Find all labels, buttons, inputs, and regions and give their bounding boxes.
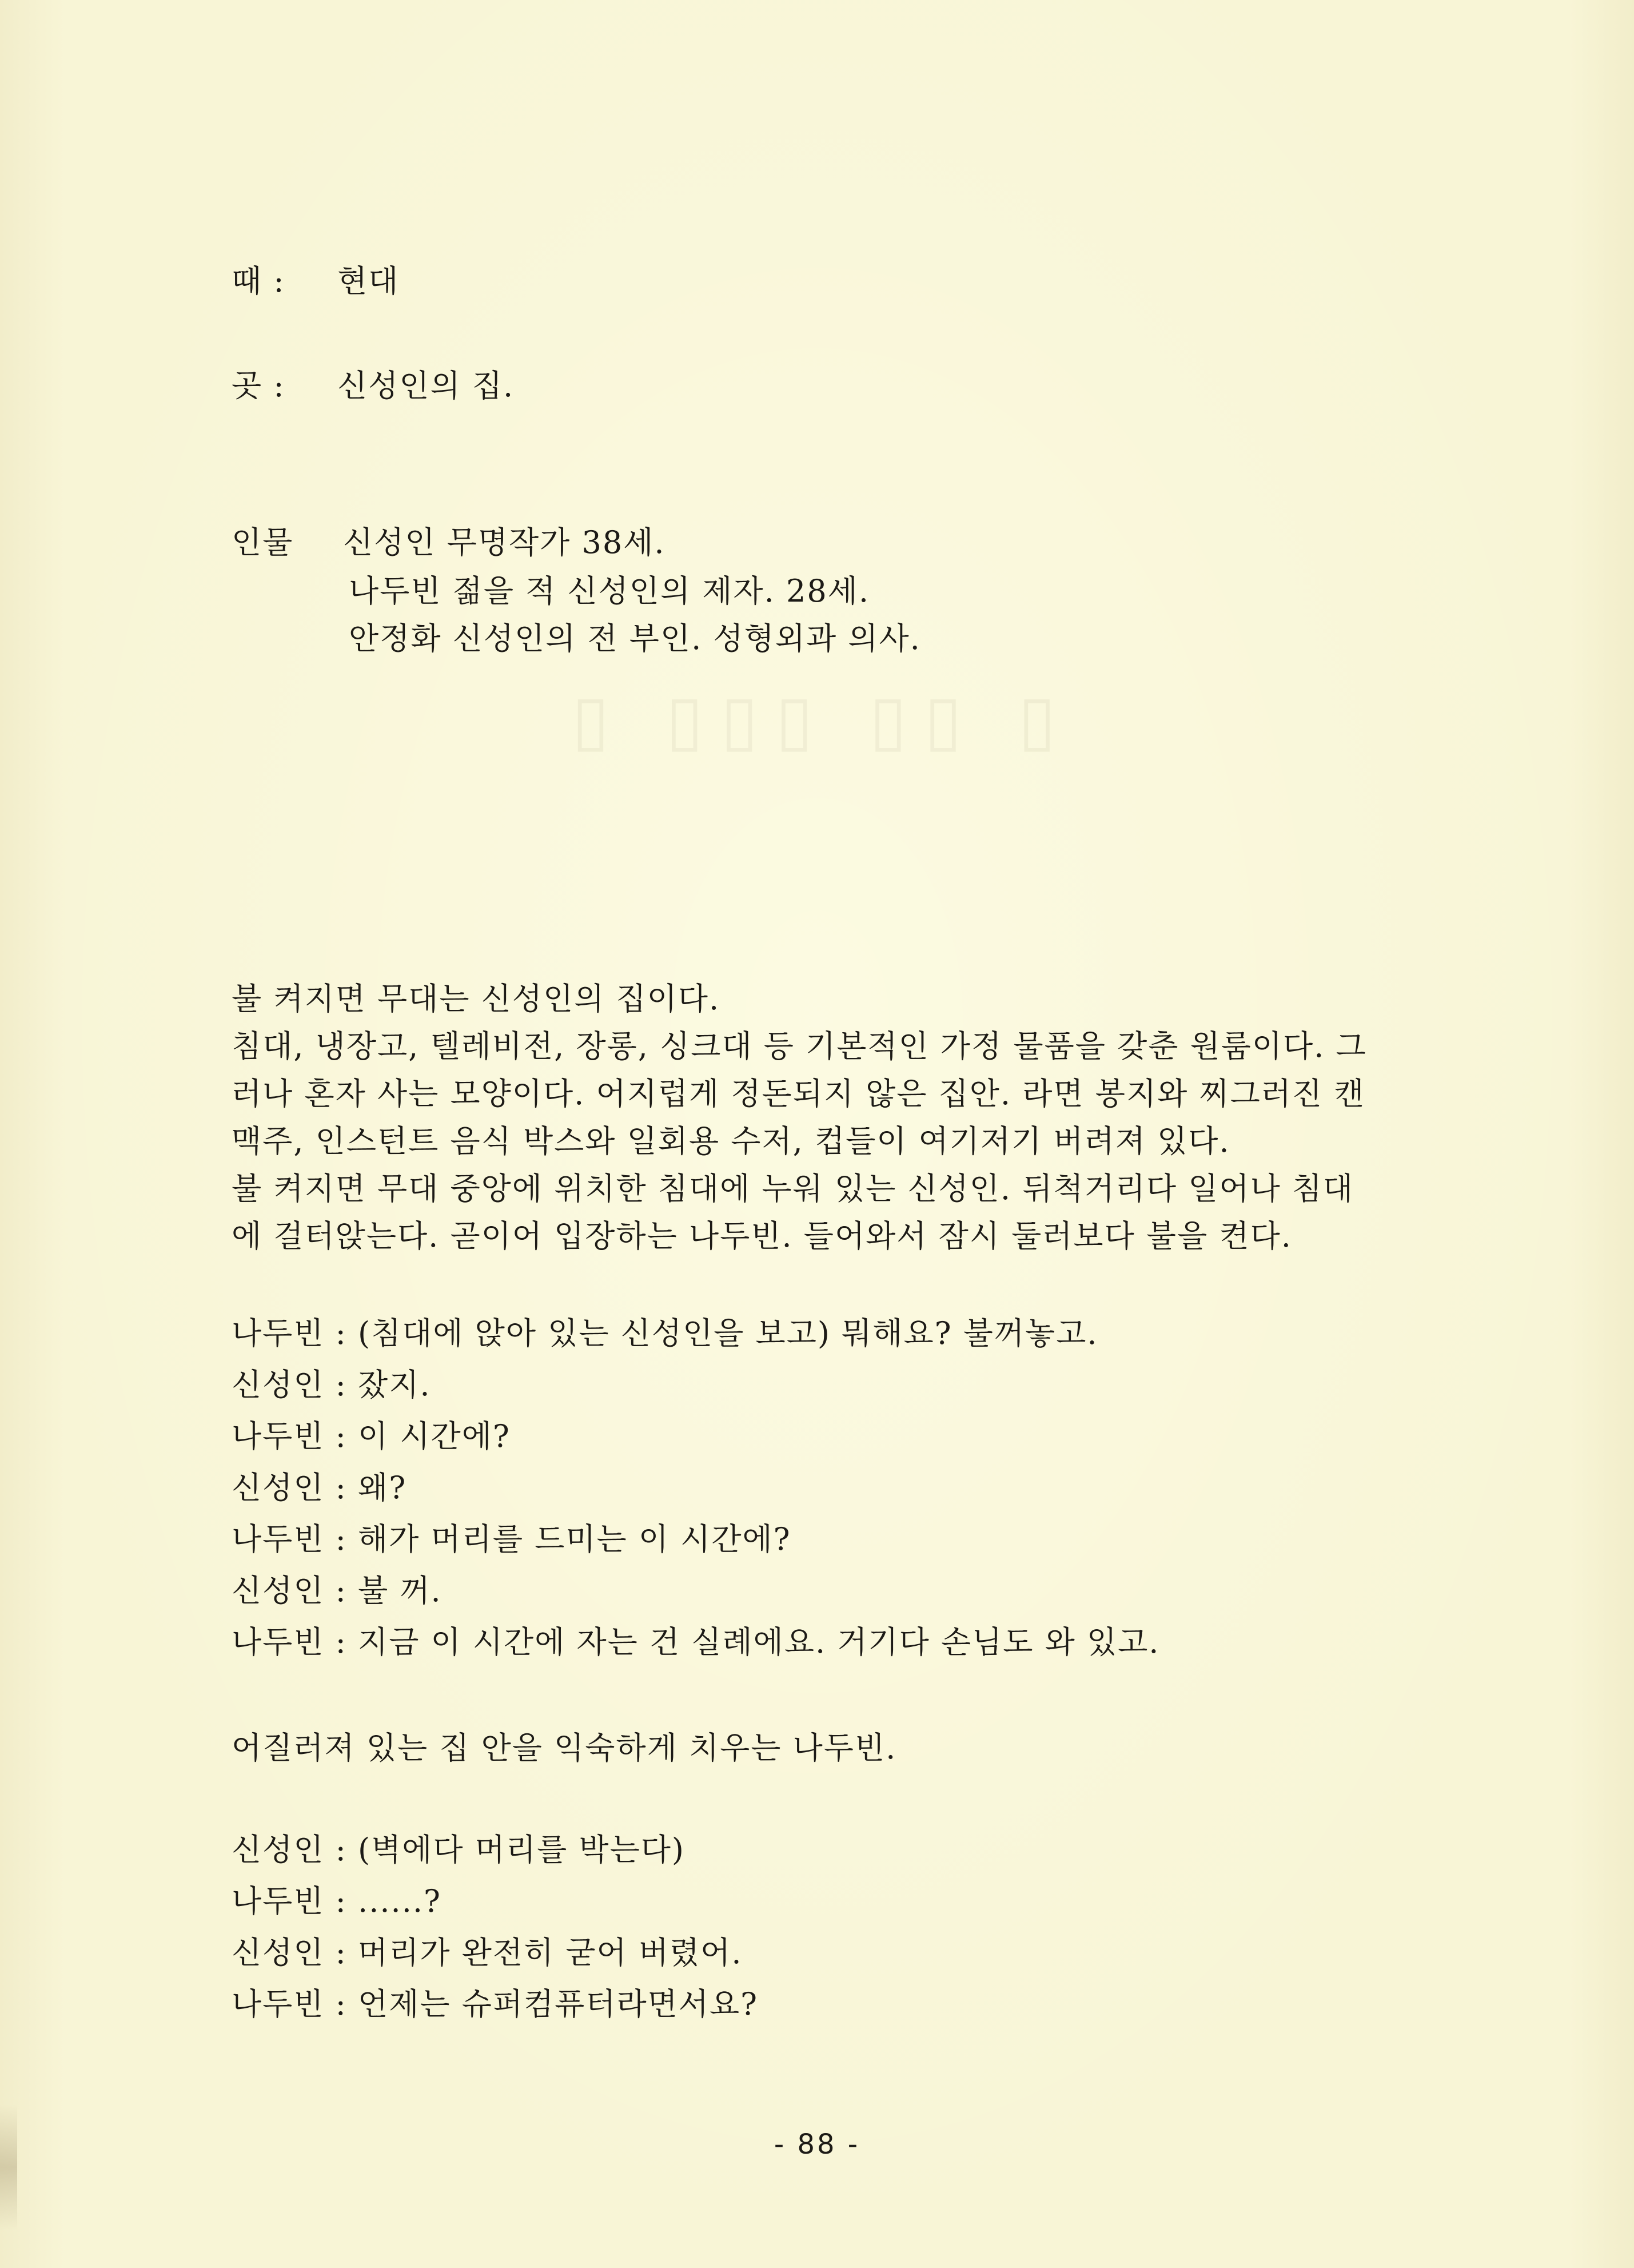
dialogue-text: ......?: [358, 1883, 441, 1919]
speaker-name: 신성인: [232, 1832, 325, 1868]
dialogue-line: [232, 1624, 1160, 1660]
dialogue-line: [232, 1986, 759, 2022]
stage-direction-line: 불 켜지면 무대는 신성인의 집이다.: [232, 981, 720, 1017]
speaker-separator: :: [324, 1521, 358, 1557]
time-label: 때 :: [232, 263, 285, 299]
characters-line-3: [349, 620, 921, 656]
time-line: [232, 263, 400, 299]
stage-direction-line: 러나 혼자 사는 모양이다. 어지럽게 정돈되지 않은 집안. 라면 봉지와 찌그러진 캔: [232, 1076, 1365, 1112]
stage-direction-line: 불 켜지면 무대 중앙에 위치한 침대에 누워 있는 신성인. 뒤척거리다 일어나 침대: [232, 1171, 1354, 1207]
dialogue-text: 이 시간에?: [358, 1418, 511, 1454]
stage-direction-line: 어질러져 있는 집 안을 익숙하게 치우는 나두빈.: [232, 1730, 897, 1766]
dialogue-text: (벽에다 머리를 박는다): [358, 1832, 685, 1868]
page-number: - 88 -: [774, 2128, 860, 2160]
place-label: 곳 :: [232, 368, 285, 404]
speaker-separator: :: [324, 1470, 358, 1506]
place-value: 신성인의 집.: [337, 368, 515, 404]
dialogue-line: [232, 1315, 1098, 1351]
dialogue-text: (침대에 앉아 있는 신성인을 보고) 뭐해요? 불꺼놓고.: [358, 1315, 1098, 1351]
speaker-separator: :: [324, 1986, 358, 2022]
dialogue-text: 해가 머리를 드미는 이 시간에?: [358, 1521, 791, 1557]
speaker-name: 신성인: [232, 1367, 325, 1403]
stage-direction-line: 맥주, 인스턴트 음식 박스와 일회용 수저, 컵들이 여기저기 버려져 있다.: [232, 1123, 1230, 1159]
dialogue-line: [232, 1935, 743, 1971]
dialogue-line: [232, 1883, 441, 1919]
characters-line-1: [232, 524, 665, 560]
characters-line-2: [349, 573, 870, 609]
stage-direction-line: 에 걸터앉는다. 곧이어 입장하는 나두빈. 들어와서 잠시 둘러보다 불을 켠다.: [232, 1218, 1292, 1254]
character-entry: 안정화 신성인의 전 부인. 성형외과 의사.: [349, 620, 921, 656]
speaker-separator: :: [324, 1624, 358, 1660]
dialogue-text: 머리가 완전히 굳어 버렸어.: [358, 1935, 743, 1971]
speaker-separator: :: [324, 1832, 358, 1868]
dialogue-line: [232, 1573, 442, 1609]
time-value: 현대: [337, 263, 400, 299]
speaker-name: 신성인: [232, 1470, 325, 1506]
dialogue-text: 지금 이 시간에 자는 건 실례에요. 거기다 손님도 와 있고.: [358, 1624, 1160, 1660]
dialogue-text: 잤지.: [358, 1367, 431, 1403]
character-entry: 신성인 무명작가 38세.: [343, 524, 665, 560]
speaker-name: 나두빈: [232, 1315, 325, 1351]
dialogue-text: 언제는 슈퍼컴퓨터라면서요?: [358, 1986, 759, 2022]
speaker-separator: :: [324, 1418, 358, 1454]
stage-direction-line: 침대, 냉장고, 텔레비전, 장롱, 싱크대 등 기본적인 가정 물품을 갖춘 원룸이다. 그: [232, 1028, 1367, 1064]
dialogue-line: [232, 1521, 791, 1557]
place-line: [232, 368, 515, 404]
dialogue-text: 불 꺼.: [358, 1573, 442, 1609]
bleed-through-text: ▯ ▯▯▯ ▯▯ ▯: [572, 681, 1073, 760]
speaker-name: 신성인: [232, 1935, 325, 1971]
speaker-name: 신성인: [232, 1573, 325, 1609]
speaker-separator: :: [324, 1573, 358, 1609]
dialogue-line: [232, 1832, 685, 1868]
character-entry: 나두빈 젊을 적 신성인의 제자. 28세.: [349, 573, 870, 609]
dialogue-text: 왜?: [358, 1470, 407, 1506]
binding-edge-mark: [0, 2104, 17, 2230]
speaker-separator: :: [324, 1935, 358, 1971]
speaker-separator: :: [324, 1883, 358, 1919]
speaker-separator: :: [324, 1367, 358, 1403]
dialogue-line: [232, 1367, 431, 1403]
speaker-name: 나두빈: [232, 1883, 325, 1919]
dialogue-line: [232, 1470, 407, 1506]
characters-label: 인물: [232, 524, 294, 560]
speaker-separator: :: [324, 1315, 358, 1351]
dialogue-line: [232, 1418, 511, 1454]
speaker-name: 나두빈: [232, 1521, 325, 1557]
speaker-name: 나두빈: [232, 1624, 325, 1660]
speaker-name: 나두빈: [232, 1418, 325, 1454]
speaker-name: 나두빈: [232, 1986, 325, 2022]
